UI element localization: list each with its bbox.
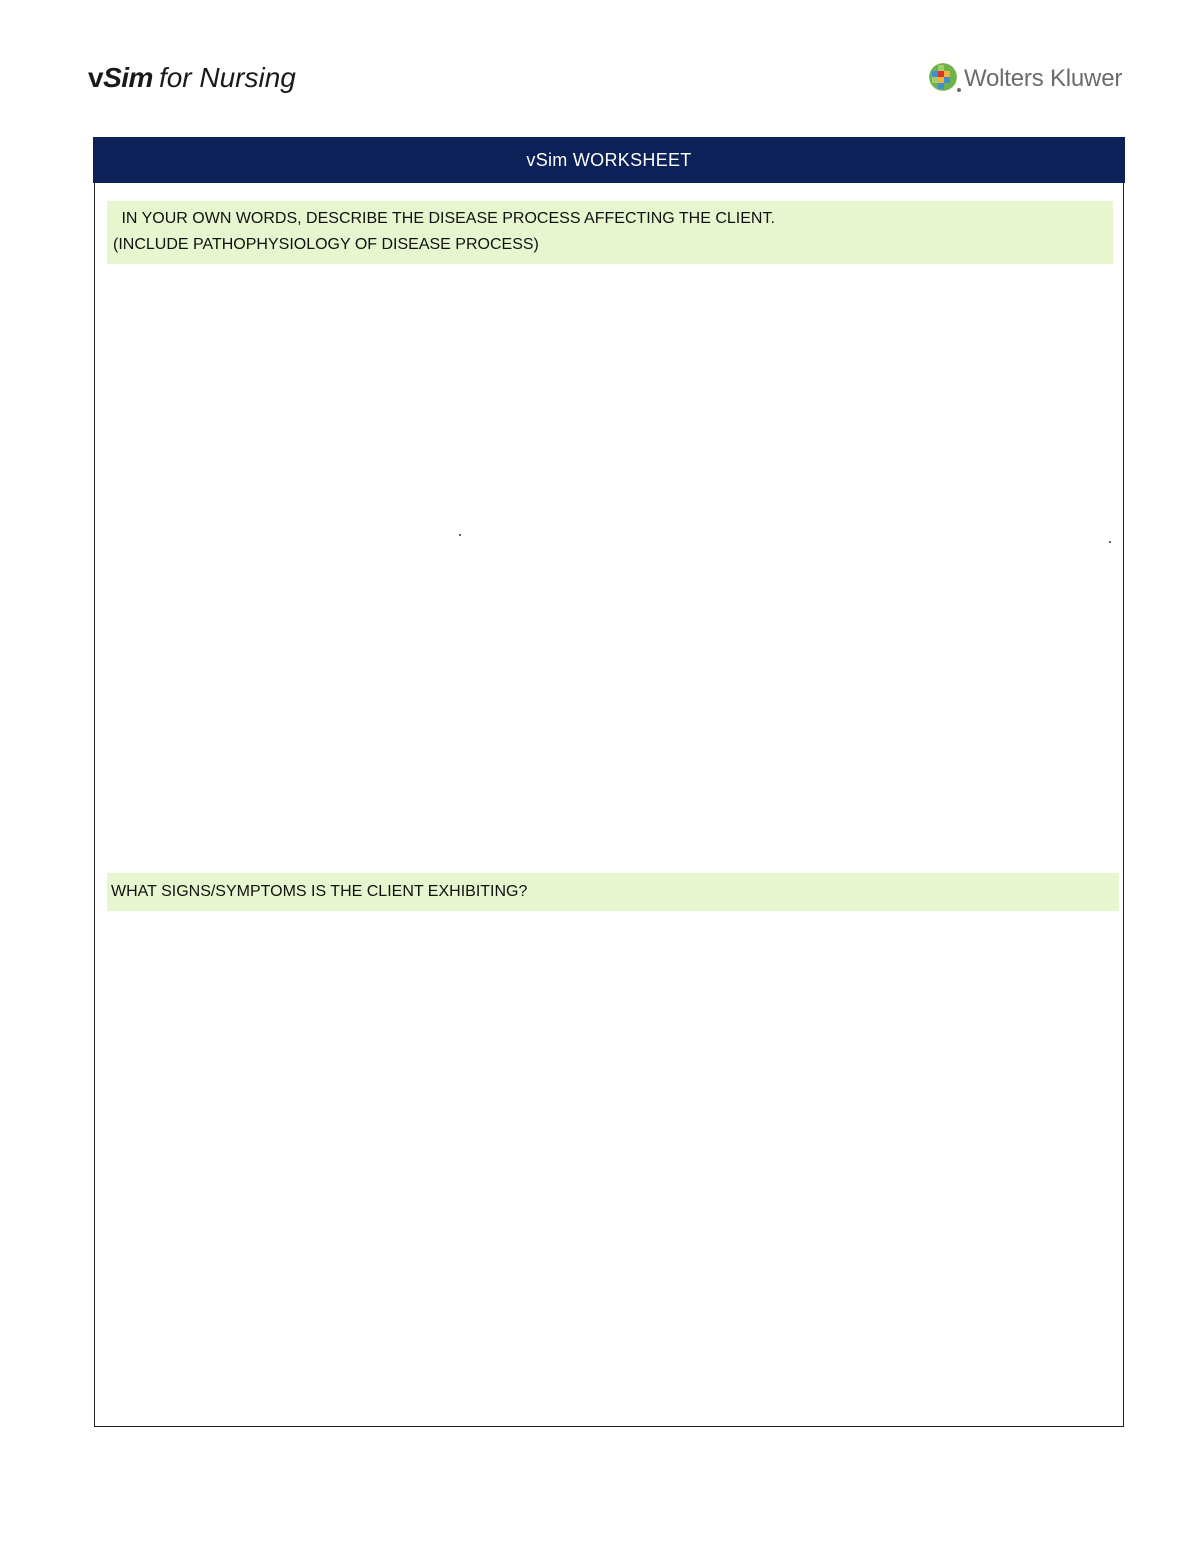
signs-symptoms-prompt: [107, 873, 1119, 911]
publisher-name: Wolters Kluwer: [964, 65, 1123, 92]
wolters-kluwer-globe-icon: [928, 62, 962, 96]
brand-sim: Sim: [103, 62, 153, 93]
brand-for-nursing: for Nursing: [158, 62, 296, 93]
disease-process-prompt: [107, 201, 1113, 264]
vsim-for-nursing-logo: [88, 62, 296, 94]
disease-process-prompt-line1: IN YOUR OWN WORDS, DESCRIBE THE DISEASE PROCESS AFFECTING THE CLIENT.: [117, 210, 775, 227]
stray-mark: [459, 534, 461, 536]
signs-symptoms-answer-area[interactable]: [107, 918, 1113, 1418]
worksheet-container: [94, 137, 1124, 1427]
worksheet-title: vSim WORKSHEET: [93, 137, 1125, 183]
wolters-kluwer-logo: [928, 62, 1122, 96]
stray-mark: [1109, 541, 1111, 543]
signs-symptoms-prompt-line1: WHAT SIGNS/SYMPTOMS IS THE CLIENT EXHIBITING?: [111, 883, 528, 900]
brand-v: v: [88, 62, 104, 93]
disease-process-answer-area[interactable]: [107, 268, 1113, 866]
disease-process-prompt-line2: (INCLUDE PATHOPHYSIOLOGY OF DISEASE PROCESS): [113, 236, 539, 253]
